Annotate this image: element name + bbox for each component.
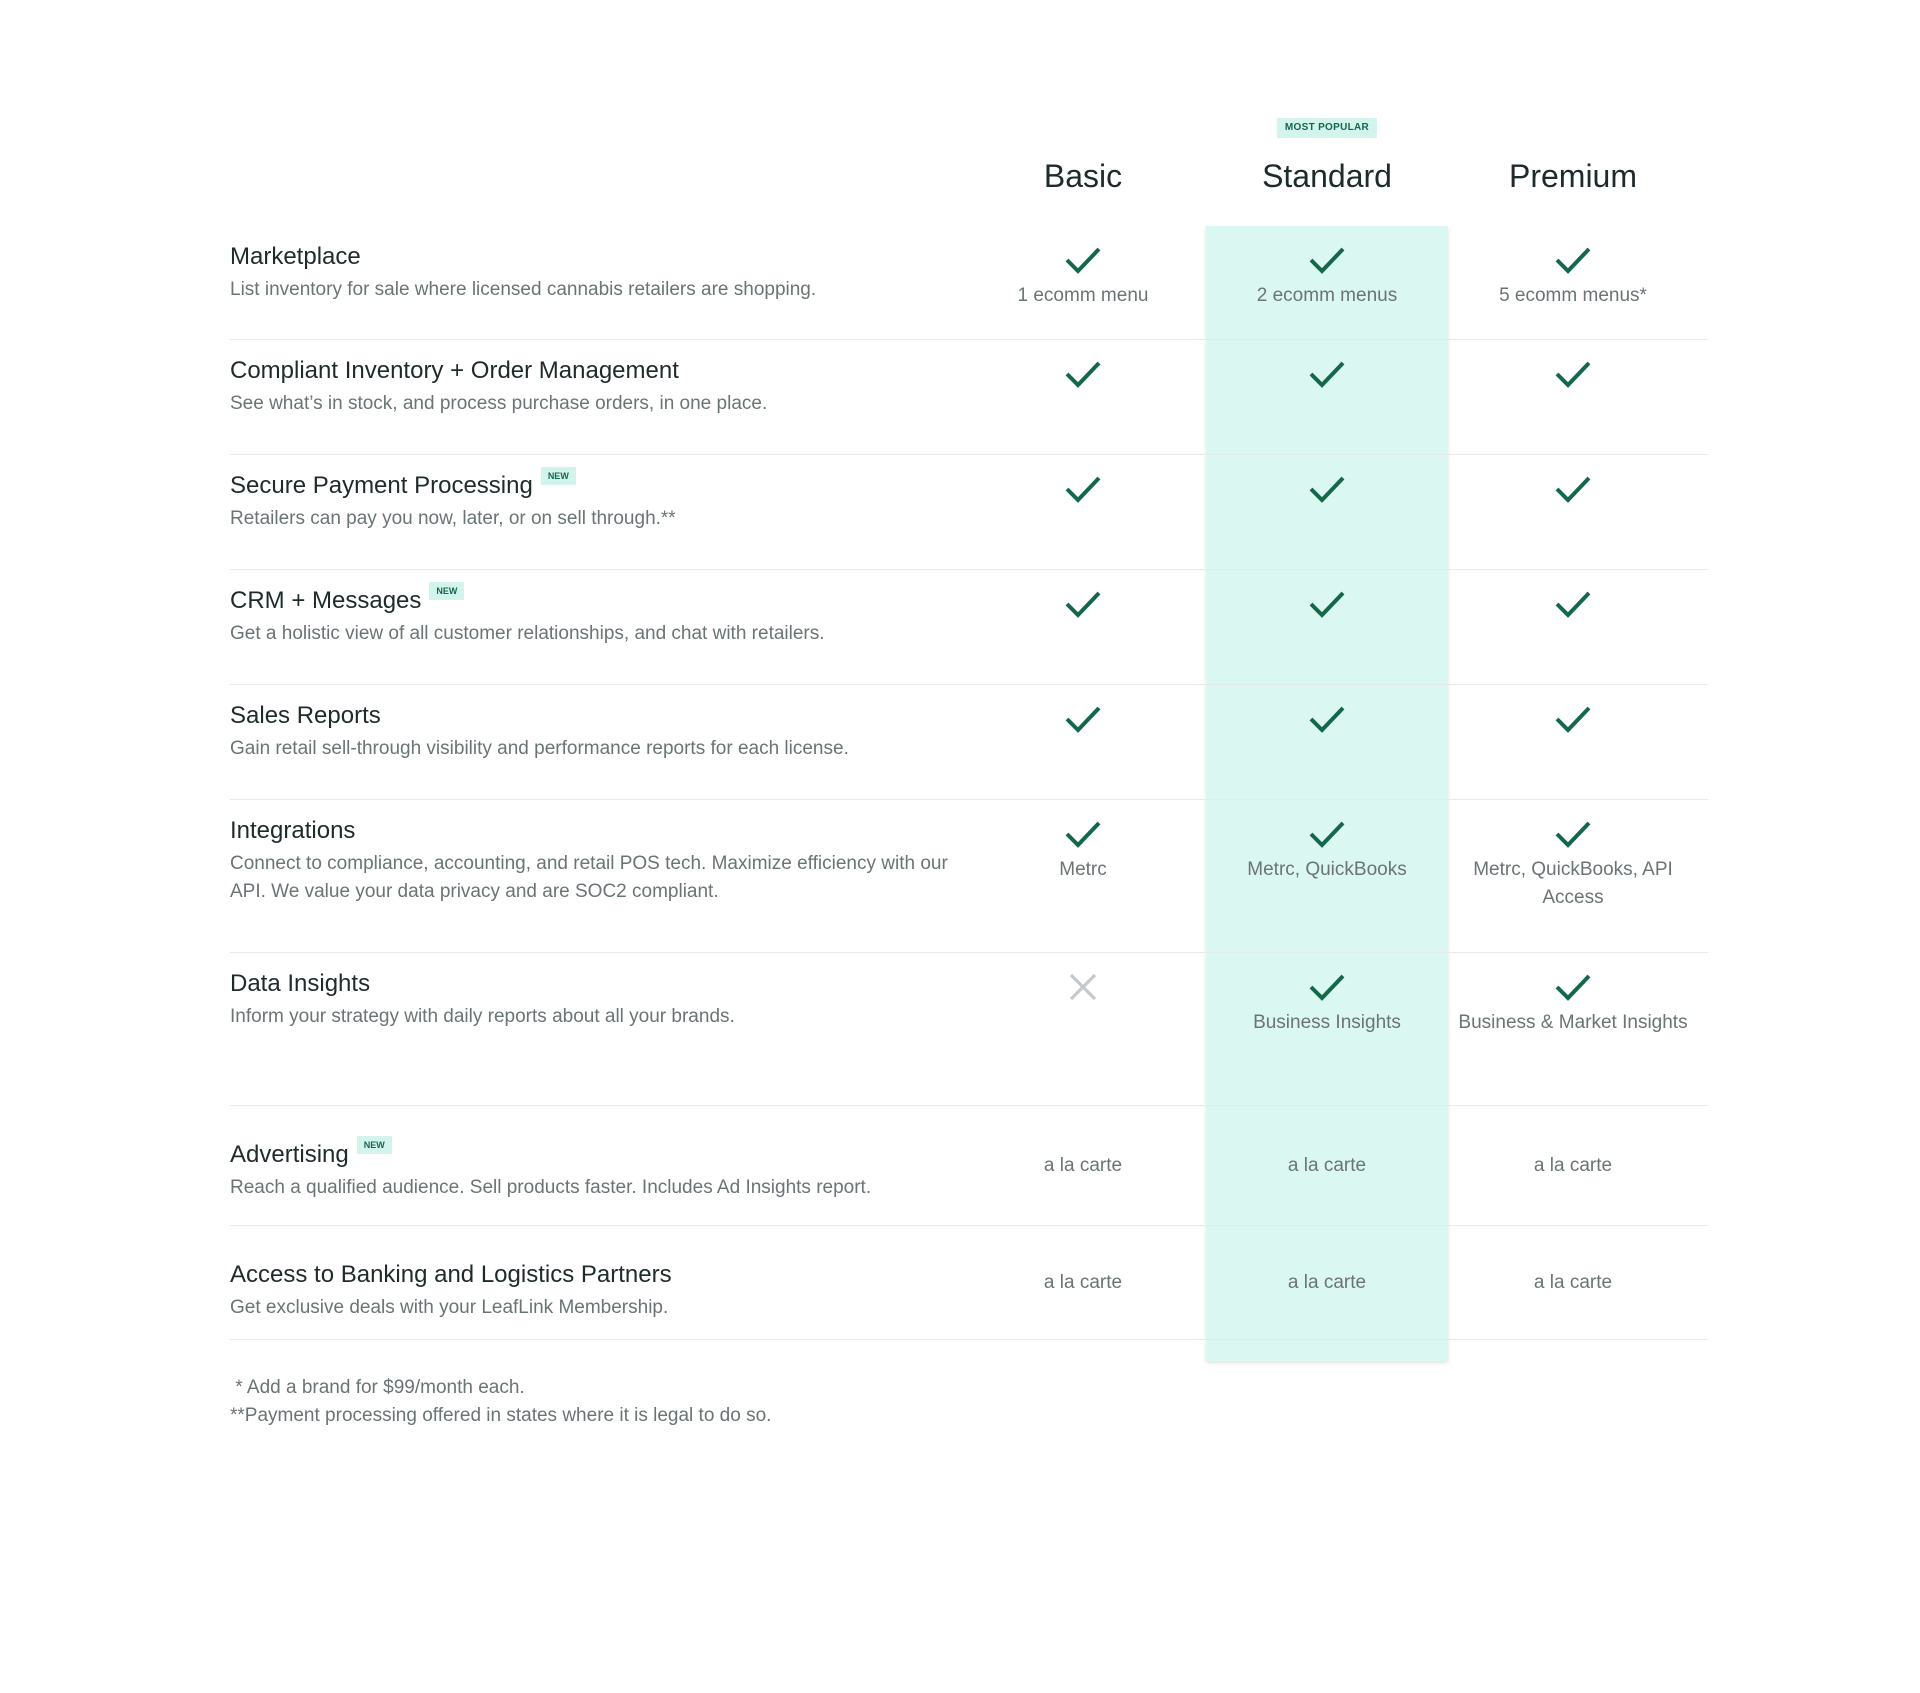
feature-description: List inventory for sale where licensed cannabis retailers are shopping. <box>230 279 817 300</box>
feature-description: Retailers can pay you now, later, or on sell through.** <box>230 508 676 529</box>
plan-cell-standard <box>1204 244 1450 310</box>
feature-description: Inform your strategy with daily reports about all your brands. <box>230 1006 735 1027</box>
feature-title-line <box>230 471 950 501</box>
feature-info <box>230 586 950 648</box>
plan-cell-premium <box>1450 588 1696 620</box>
feature-description: See what’s in stock, and process purchase orders, in one place. <box>230 393 768 414</box>
plan-cell-basic <box>960 358 1206 390</box>
feature-title: Data Insights <box>230 970 371 997</box>
feature-row-marketplace <box>230 226 1708 340</box>
plan-cell-premium <box>1450 971 1696 1037</box>
check-icon <box>1307 703 1347 735</box>
feature-row-secure-payment-processing <box>230 455 1708 570</box>
plan-cell-premium <box>1450 244 1696 310</box>
feature-row-compliant-inventory-order-management <box>230 340 1708 455</box>
footnote-brand: * Add a brand for $99/month each. <box>230 1377 525 1398</box>
plan-cell-text: a la carte <box>1533 1272 1613 1293</box>
check-icon <box>1063 703 1103 735</box>
feature-info <box>230 969 950 1031</box>
check-icon <box>1553 588 1593 620</box>
footnotes <box>230 1374 771 1430</box>
plan-cell-basic <box>960 588 1206 620</box>
plan-cell-standard <box>1204 1152 1450 1180</box>
feature-title-line <box>230 242 950 272</box>
feature-title: CRM + Messages <box>230 587 422 614</box>
plan-cell-standard <box>1204 818 1450 884</box>
feature-info <box>230 1140 950 1202</box>
plan-header-premium: Premium <box>1508 158 1637 194</box>
feature-title: Advertising <box>230 1141 349 1168</box>
plan-cell-basic <box>960 703 1206 735</box>
feature-info <box>230 356 950 418</box>
feature-info <box>230 701 950 763</box>
plan-cell-text: 1 ecomm menu <box>1017 285 1149 306</box>
plan-cell-text: 5 ecomm menus* <box>1499 285 1647 306</box>
feature-row-advertising <box>230 1106 1708 1226</box>
feature-title-line <box>230 1140 950 1170</box>
feature-description: Reach a qualified audience. Sell products faster. Includes Ad Insights report. <box>230 1177 872 1198</box>
check-icon <box>1553 244 1593 276</box>
check-icon <box>1553 358 1593 390</box>
feature-title-line <box>230 969 950 999</box>
plan-cell-text: 2 ecomm menus <box>1256 285 1398 306</box>
feature-title-line <box>230 816 950 846</box>
plan-cell-basic <box>960 1152 1206 1180</box>
plan-cell-premium <box>1450 358 1696 390</box>
plan-cell-premium <box>1450 818 1696 912</box>
plan-cell-basic <box>960 1269 1206 1297</box>
feature-title: Integrations <box>230 817 356 844</box>
plan-cell-standard <box>1204 358 1450 390</box>
plan-cell-text: Metrc, QuickBooks, API Access <box>1473 859 1673 908</box>
plan-cell-premium <box>1450 703 1696 735</box>
feature-description: Get a holistic view of all customer relationships, and chat with retailers. <box>230 623 825 644</box>
feature-info <box>230 242 950 304</box>
plan-cell-text: a la carte <box>1287 1272 1367 1293</box>
plan-cell-standard <box>1204 971 1450 1037</box>
feature-row-data-insights <box>230 953 1708 1106</box>
plan-cell-text: Business & Market Insights <box>1458 1012 1688 1033</box>
check-icon <box>1553 473 1593 505</box>
feature-description: Connect to compliance, accounting, and retail POS tech. Maximize efficiency with our API. We value your data privacy and are SOC2 compliant. <box>230 853 948 902</box>
check-icon <box>1063 473 1103 505</box>
plan-cell-text: Metrc <box>1059 859 1107 880</box>
most-popular-badge: MOST POPULAR <box>1277 118 1377 138</box>
feature-description: Gain retail sell-through visibility and performance reports for each license. <box>230 738 849 759</box>
check-icon <box>1063 244 1103 276</box>
plan-cell-basic <box>960 818 1206 884</box>
check-icon <box>1307 971 1347 1003</box>
plan-cell-text: Business Insights <box>1253 1012 1401 1033</box>
plan-cell-text: Metrc, QuickBooks <box>1247 859 1407 880</box>
check-icon <box>1307 588 1347 620</box>
feature-title: Access to Banking and Logistics Partners <box>230 1261 672 1288</box>
feature-info <box>230 471 950 533</box>
plan-cell-text: a la carte <box>1287 1155 1367 1176</box>
check-icon <box>1553 818 1593 850</box>
plan-cell-standard <box>1204 1269 1450 1297</box>
footnote-payment: **Payment processing offered in states where it is legal to do so. <box>230 1405 772 1426</box>
feature-title-line <box>230 586 950 616</box>
feature-description: Get exclusive deals with your LeafLink Membership. <box>230 1297 669 1318</box>
feature-title-line <box>230 1260 950 1290</box>
feature-row-integrations <box>230 800 1708 953</box>
check-icon <box>1063 818 1103 850</box>
plan-cell-basic <box>960 244 1206 310</box>
check-icon <box>1307 473 1347 505</box>
plan-cell-standard <box>1204 703 1450 735</box>
feature-info <box>230 816 950 906</box>
check-icon <box>1553 703 1593 735</box>
feature-title: Secure Payment Processing <box>230 472 533 499</box>
feature-row-crm-messages <box>230 570 1708 685</box>
plan-cell-premium <box>1450 1152 1696 1180</box>
check-icon <box>1063 588 1103 620</box>
check-icon <box>1063 358 1103 390</box>
feature-row-sales-reports <box>230 685 1708 800</box>
feature-row-access-to-banking-and-logistics-partners <box>230 1226 1708 1340</box>
check-icon <box>1553 971 1593 1003</box>
feature-comparison-table <box>230 226 1708 1340</box>
plan-cell-text: a la carte <box>1043 1155 1123 1176</box>
plan-header-basic: Basic <box>1043 158 1123 194</box>
feature-title: Marketplace <box>230 243 361 270</box>
feature-info <box>230 1260 950 1322</box>
plan-cell-premium <box>1450 473 1696 505</box>
plan-cell-text: a la carte <box>1533 1155 1613 1176</box>
new-badge: NEW <box>541 467 576 485</box>
feature-title: Sales Reports <box>230 702 381 729</box>
feature-title: Compliant Inventory + Order Management <box>230 357 679 384</box>
feature-title-line <box>230 701 950 731</box>
x-icon <box>1063 971 1103 1003</box>
new-badge: NEW <box>357 1136 392 1154</box>
plan-cell-text: a la carte <box>1043 1272 1123 1293</box>
plan-cell-premium <box>1450 1269 1696 1297</box>
feature-title-line <box>230 356 950 386</box>
plan-cell-basic <box>960 473 1206 505</box>
plan-cell-basic <box>960 971 1206 1003</box>
plan-cell-standard <box>1204 588 1450 620</box>
plan-header-standard: Standard <box>1262 158 1392 194</box>
check-icon <box>1307 244 1347 276</box>
plan-cell-standard <box>1204 473 1450 505</box>
check-icon <box>1307 818 1347 850</box>
new-badge: NEW <box>429 582 464 600</box>
check-icon <box>1307 358 1347 390</box>
